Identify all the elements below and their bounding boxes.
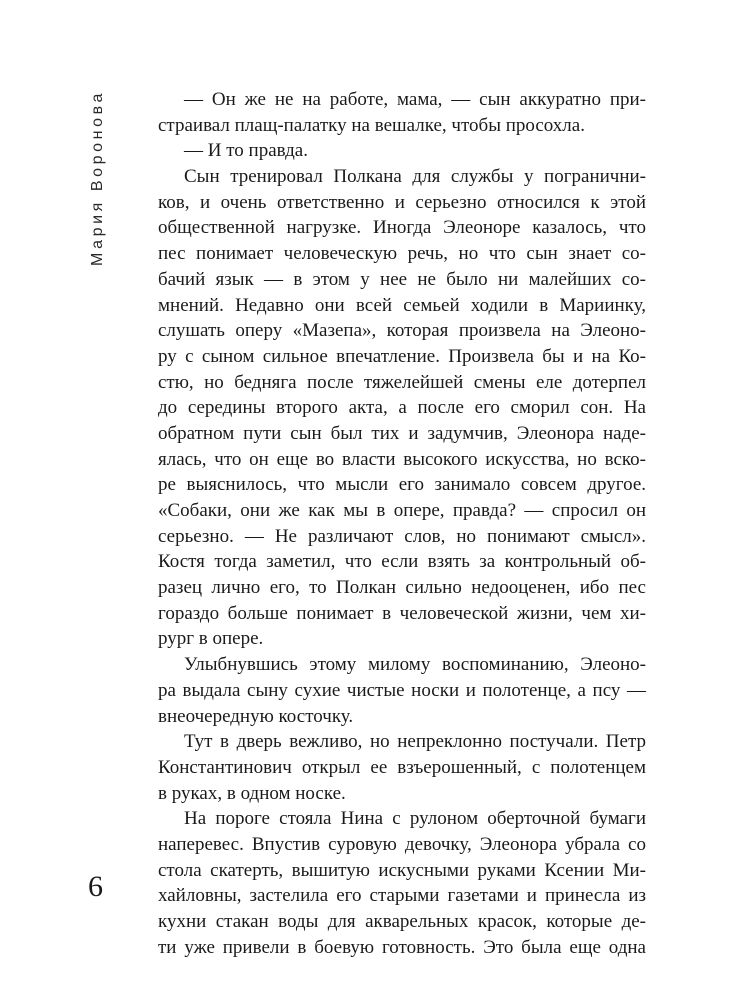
paragraph-2 (158, 138, 646, 164)
text-line: Константинович открыл ее взъерошенный, с полотенцем (158, 756, 646, 778)
text-line: мнений. Недавно они всей семьей ходили в Мариинку, (158, 294, 646, 316)
text-line: стю, но бедняга после тяжелейшей смены еле дотерпел (158, 371, 646, 393)
text-line: — Он же не на работе, мама, — сын аккуратно при- (184, 89, 646, 110)
body-text (158, 87, 646, 960)
text-line: страивал плащ-палатку на вешалке, чтобы просохла. (158, 114, 585, 136)
text-line: пес понимает человеческую речь, но что сын знает со- (158, 243, 646, 265)
text-line: ра выдала сыну сухие чистые носки и полотенце, а псу — (158, 679, 646, 701)
text-line: Улыбнувшись этому милому воспоминанию, Элеоно- (184, 654, 646, 676)
text-line: слушать оперу «Мазепа», которая произвела на Элеоно- (158, 320, 646, 342)
text-line: ру с сыном сильное впечатление. Произвела бы и на Ко- (158, 345, 646, 367)
paragraph-6 (158, 806, 646, 960)
text-line: Костя тогда заметил, что если взять за контрольный об- (158, 551, 646, 573)
text-line: ти уже привели в боевую готовность. Это была еще одна (158, 936, 646, 958)
text-line: На пороге стояла Нина с рулоном оберточной бумаги (184, 808, 646, 830)
text-line: ялась, что он еще во власти высокого искусства, но вско- (158, 448, 646, 470)
text-line: хайловны, застелила его старыми газетами и принесла из (158, 885, 646, 907)
text-line: серьезно. — Не различают слов, но понимают смысл». (158, 525, 646, 547)
text-line: внеочередную косточку. (158, 705, 354, 727)
text-line: стола скатерть, вышитую искусными руками Ксении Ми- (158, 859, 646, 881)
running-head (84, 88, 112, 268)
text-line: до середины второго акта, а после его сморил сон. На (158, 397, 646, 419)
text-line: бачий язык — в этом у нее не было ни малейших со- (158, 268, 646, 290)
text-line: рург в опере. (158, 628, 264, 650)
paragraph-4 (158, 652, 646, 729)
text-line: общественной нагрузке. Иногда Элеоноре казалось, что (158, 217, 646, 239)
paragraph-1 (158, 87, 646, 138)
running-head-text: Мария Воронова (89, 89, 107, 267)
text-line: наперевес. Впустив суровую девочку, Элеонора убрала со (158, 833, 646, 855)
text-line: ков, и очень ответственно и серьезно относился к этой (158, 191, 646, 213)
paragraph-5 (158, 729, 646, 806)
page-number: 6 (88, 870, 103, 903)
text-line: в руках, в одном носке. (158, 782, 346, 804)
text-line: Тут в дверь вежливо, но непреклонно постучали. Петр (184, 731, 646, 753)
paragraph-3 (158, 164, 646, 652)
text-line: «Собаки, они же как мы в опере, правда? — спросил он (158, 500, 646, 521)
text-line: ре выяснилось, что мысли его занимало совсем другое. (158, 474, 646, 496)
text-line: обратном пути сын был тих и задумчив, Элеонора наде- (158, 422, 646, 444)
text-line: Сын тренировал Полкана для службы у погранични- (184, 166, 646, 188)
text-line: гораздо больше понимает в человеческой жизни, чем хи- (158, 602, 646, 624)
text-line: — И то правда. (184, 140, 308, 162)
text-line: разец лично его, то Полкан сильно недооценен, ибо пес (158, 577, 646, 599)
text-line: кухни стакан воды для акварельных красок, которые де- (158, 911, 646, 932)
